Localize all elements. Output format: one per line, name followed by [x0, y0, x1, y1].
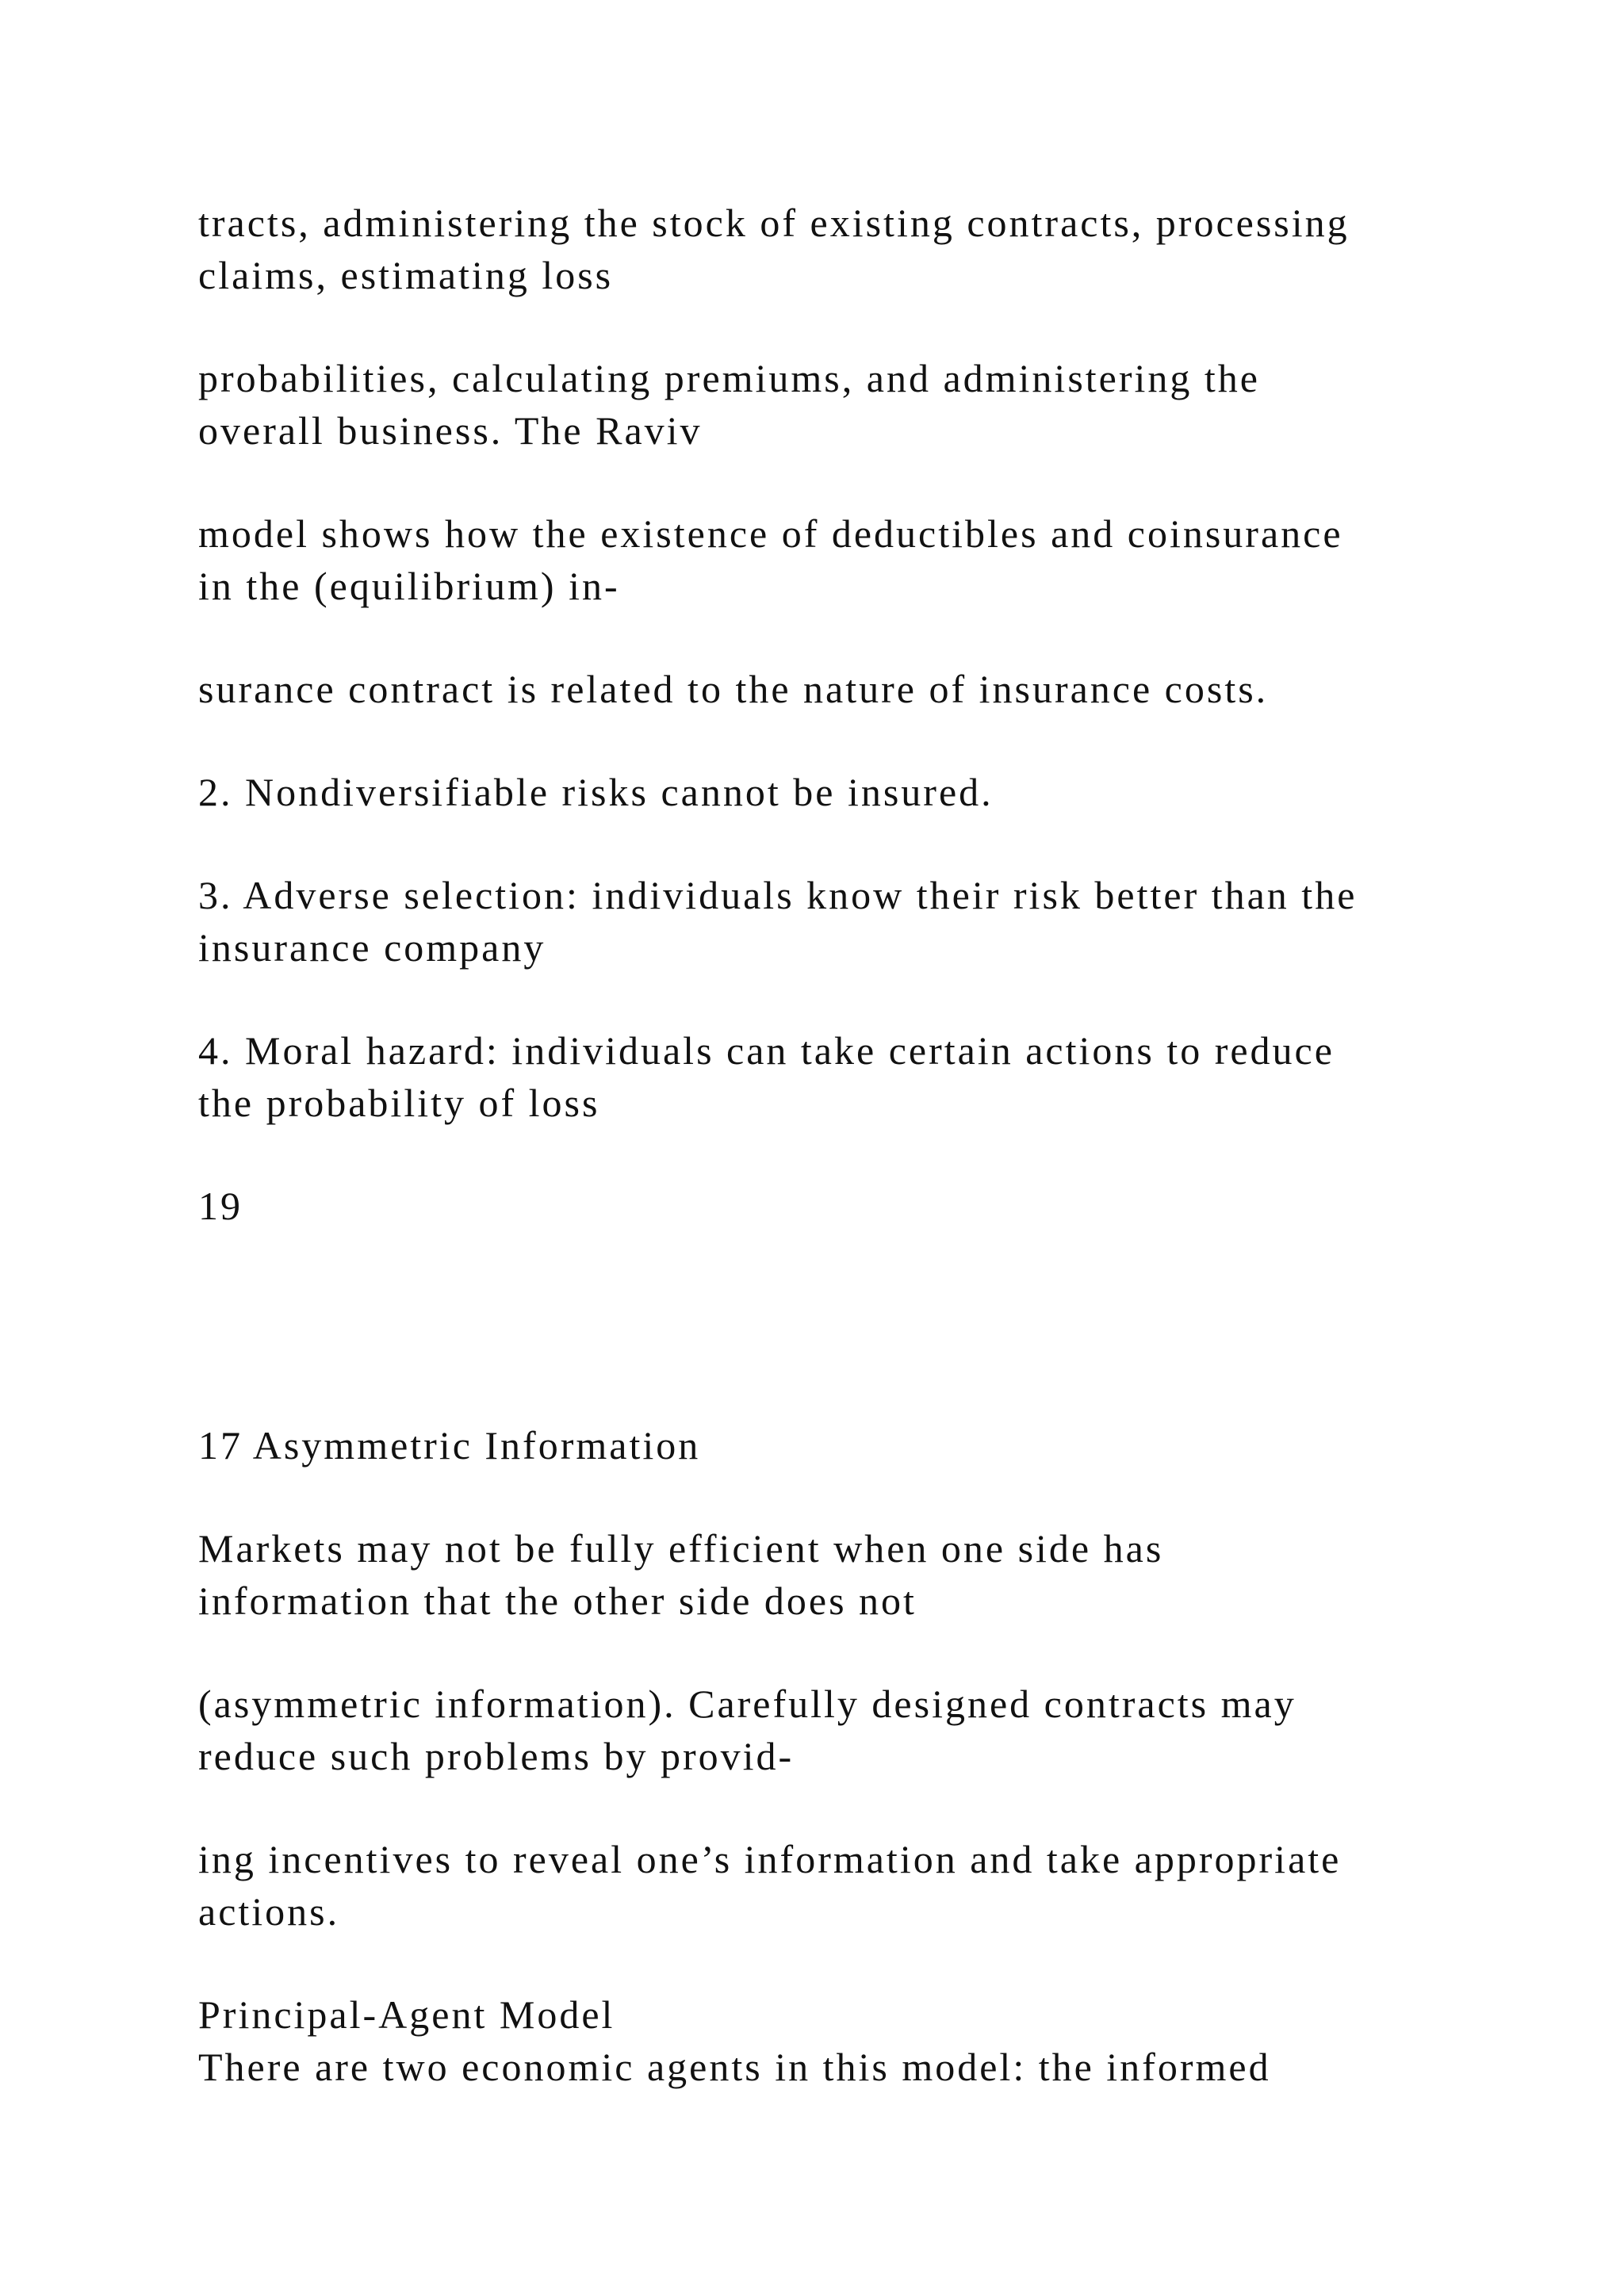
section-heading: 17 Asymmetric Information	[198, 1423, 701, 1468]
paragraph	[198, 507, 1467, 612]
text-line: (asymmetric information). Carefully designed contracts may	[198, 1682, 1297, 1726]
text-line: claims, estimating loss	[198, 253, 614, 297]
paragraph	[198, 1678, 1467, 1782]
text-line: 2. Nondiversifiable risks cannot be insured.	[198, 770, 994, 814]
text-line: 4. Moral hazard: individuals can take certain actions to reduce	[198, 1028, 1335, 1073]
paragraph	[198, 1522, 1467, 1627]
text-line: overall business. The Raviv	[198, 408, 703, 453]
paragraph	[198, 352, 1467, 457]
list-item-moral-hazard	[198, 1024, 1467, 1129]
page-break-spacer	[198, 1232, 1467, 1419]
text-line: information that the other side does not	[198, 1578, 917, 1623]
text-line: tracts, administering the stock of existing contracts, processing	[198, 201, 1350, 245]
text-line: ing incentives to reveal one’s information and take appropriate	[198, 1837, 1342, 1881]
text-line: model shows how the existence of deductibles and coinsurance	[198, 511, 1343, 556]
paragraph	[198, 197, 1467, 301]
text-line: Markets may not be fully efficient when one side has	[198, 1526, 1164, 1571]
list-item-adverse-selection	[198, 869, 1467, 974]
text-line: probabilities, calculating premiums, and administering the	[198, 356, 1260, 400]
paragraph	[198, 1833, 1467, 1938]
text-line: in the (equilibrium) in-	[198, 564, 620, 608]
list-item-nondiversifiable	[198, 766, 1467, 818]
text-line: surance contract is related to the nature of insurance costs.	[198, 667, 1269, 711]
text-line: There are two economic agents in this model: the informed	[198, 2045, 1271, 2089]
text-line: 3. Adverse selection: individuals know their risk better than the	[198, 873, 1358, 917]
paragraph	[198, 663, 1467, 715]
text-line: actions.	[198, 1889, 340, 1934]
document-page	[198, 197, 1467, 2093]
text-line: the probability of loss	[198, 1081, 600, 1125]
page-number: 19	[198, 1184, 243, 1228]
text-line: insurance company	[198, 925, 546, 970]
text-line: reduce such problems by provid-	[198, 1734, 795, 1778]
subsection-heading: Principal-Agent Model	[198, 1992, 615, 2037]
